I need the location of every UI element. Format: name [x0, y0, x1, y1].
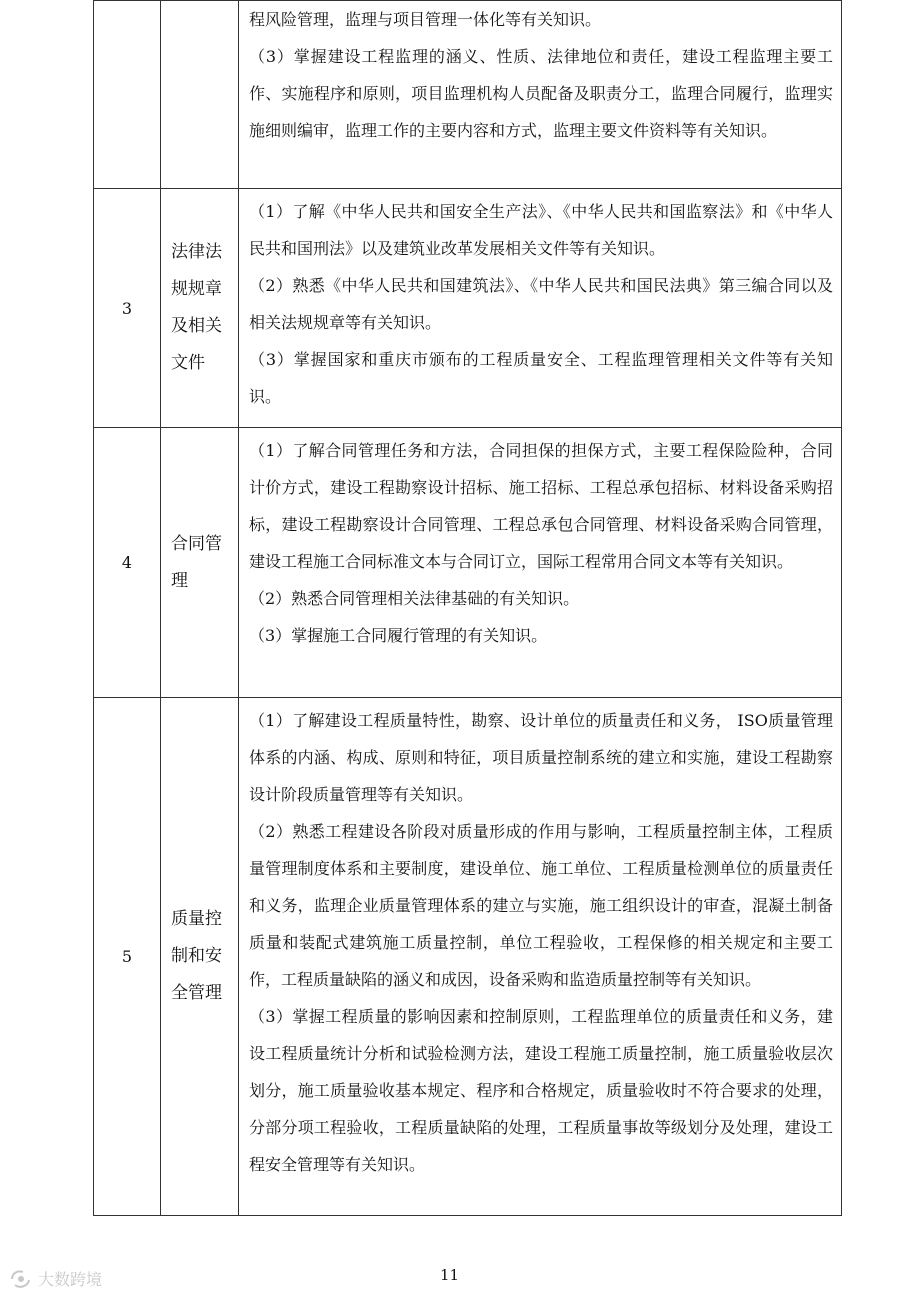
category-label: 法律法规规章及相关文件: [171, 242, 222, 373]
table-row: [94, 428, 842, 698]
watermark-text: 大数跨境: [38, 1270, 103, 1289]
content-paragraph: （2）熟悉《中华人民共和国建筑法》、《中华人民共和国民法典》第三编合同以及相关法规规章等有关知识。: [249, 276, 833, 332]
category-label: 合同管理: [171, 533, 222, 591]
row-number: 5: [121, 947, 133, 966]
table-row: [94, 698, 842, 1216]
category-label: 质量控制和安全管理: [171, 909, 222, 1003]
content-paragraph: （3）掌握国家和重庆市颁布的工程质量安全、工程监理管理相关文件等有关知识。: [249, 350, 833, 406]
content-paragraph: （3）掌握施工合同履行管理的有关知识。: [249, 626, 548, 645]
row-number-cell: [94, 189, 161, 428]
page-number: 11: [439, 1266, 460, 1284]
row-number-cell: [94, 1, 161, 189]
content-paragraph: 程风险管理，监理与项目管理一体化等有关知识。: [249, 10, 602, 29]
syllabus-table: [93, 0, 842, 1216]
row-number-cell: [94, 698, 161, 1216]
content-cell: [239, 428, 842, 698]
content-paragraph: （1）了解建设工程质量特性，勘察、设计单位的质量责任和义务， ISO质量管理体系的内涵、构成、原则和特征，项目质量控制系统的建立和实施，建设工程勘察设计阶段质量管理等有关知识。: [249, 711, 833, 804]
content-cell: [239, 1, 842, 189]
content-paragraph: （1）了解合同管理任务和方法，合同担保的担保方式，主要工程保险险种，合同计价方式，建设工程勘察设计招标、施工招标、工程总承包招标、材料设备采购招标，建设工程勘察设计合同管理、工程总承包合同管理、材料设备采购合同管理，建设工程施工合同标准文本与合同订立，国际工程常用合同文本等有关知识。: [249, 441, 833, 571]
table-row: [94, 1, 842, 189]
table-row: [94, 189, 842, 428]
row-number: 3: [121, 298, 133, 318]
content-paragraph: （2）熟悉工程建设各阶段对质量形成的作用与影响，工程质量控制主体，工程质量管理制度体系和主要制度，建设单位、施工单位、工程质量检测单位的质量责任和义务，监理企业质量管理体系的建立与实施，施工组织设计的审查，混凝土制备质量和装配式建筑施工质量控制，单位工程验收，工程保修的相关规定和主要工作，工程质量缺陷的涵义和成因，设备采购和监造质量控制等有关知识。: [249, 822, 833, 989]
content-paragraph: （1）了解《中华人民共和国安全生产法》、《中华人民共和国监察法》和《中华人民共和国刑法》以及建筑业改革发展相关文件等有关知识。: [249, 202, 833, 258]
content-paragraph: （2）熟悉合同管理相关法律基础的有关知识。: [249, 589, 580, 608]
content-cell: [239, 698, 842, 1216]
row-number: 4: [121, 553, 133, 572]
row-number-cell: [94, 428, 161, 698]
category-cell: [161, 1, 239, 189]
category-cell: [161, 428, 239, 698]
category-cell: [161, 189, 239, 428]
category-cell: [161, 698, 239, 1216]
content-paragraph: （3）掌握工程质量的影响因素和控制原则，工程监理单位的质量责任和义务，建设工程质量统计分析和试验检测方法，建设工程施工质量控制，施工质量验收层次划分，施工质量验收基本规定、程序和合格规定，质量验收时不符合要求的处理，分部分项工程验收，工程质量缺陷的处理，工程质量事故等级划分及处理，建设工程安全管理等有关知识。: [249, 1007, 833, 1174]
content-cell: [239, 189, 842, 428]
content-paragraph: （3）掌握建设工程监理的涵义、性质、法律地位和责任，建设工程监理主要工作、实施程序和原则，项目监理机构人员配备及职责分工，监理合同履行，监理实施细则编审，监理工作的主要内容和方式，监理主要文件资料等有关知识。: [249, 47, 833, 140]
